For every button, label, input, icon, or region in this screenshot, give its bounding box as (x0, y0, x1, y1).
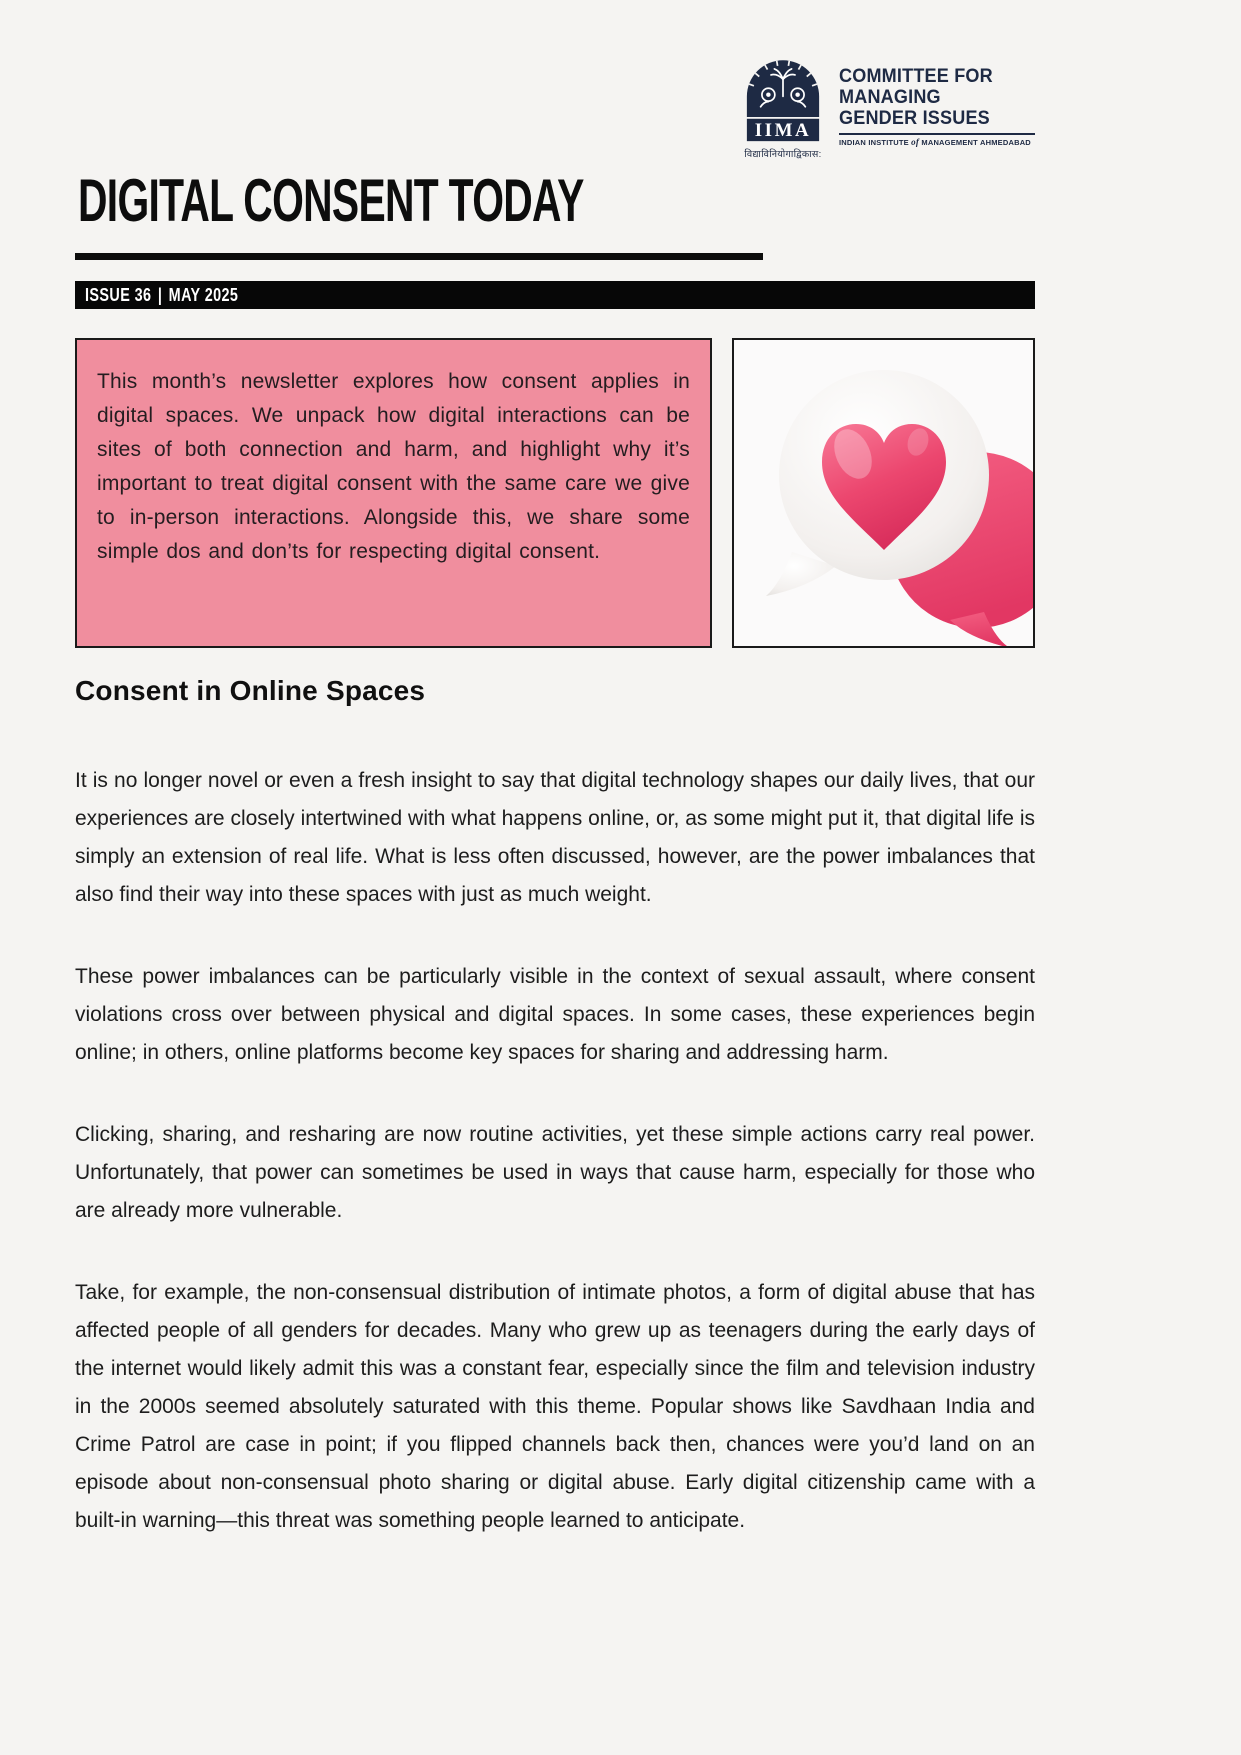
iima-acronym: IIMA (754, 119, 812, 141)
hero-image-frame (732, 338, 1035, 648)
heart-speech-bubble-image (734, 340, 1033, 646)
committee-title-block (839, 56, 1035, 147)
article-paragraph-4: Take, for example, the non-consensual distribution of intimate photos, a form of digital abuse that has affected people of all genders for decades. Many who grew up as teenagers during the early days of the internet would likely admit this was a constant fear, especially since the film and television industry in the 2000s seemed absolutely saturated with this theme. Popular shows like Savdhaan India and Crime Patrol are case in point; if you flipped channels back then, chances were you’d land on an episode about non-consensual photo sharing or digital abuse. Early digital citizenship came with a built-in warning—this threat was something people learned to anticipate. (75, 1281, 1035, 1532)
title-underline (75, 253, 763, 260)
intro-row (75, 338, 1035, 648)
issue-date-text (85, 285, 238, 306)
issue-bar (75, 281, 1035, 309)
article-paragraph-3: Clicking, sharing, and resharing are now routine activities, yet these simple actions carry real power. Unfortunately, that power can sometimes be used in ways that cause harm, especially for those who are already more vulnerable. (75, 1123, 1035, 1222)
institute-prefix: INDIAN INSTITUTE (839, 138, 909, 147)
issue-date: MAY 2025 (168, 284, 239, 305)
issue-number: ISSUE 36 (85, 284, 152, 305)
intro-highlight-box (75, 338, 712, 648)
issue-separator: | (157, 284, 163, 305)
institute-of: of (911, 137, 920, 147)
logo-block (75, 56, 1035, 160)
masthead (78, 167, 822, 234)
section-heading: Consent in Online Spaces (75, 675, 426, 706)
committee-line-1: COMMITTEE FOR (839, 66, 993, 87)
intro-paragraph: This month’s newsletter explores how consent applies in digital spaces. We unpack how digital interactions can be sites of both connection and harm, and highlight why it’s important to treat digital consent with the same care we give to in-person interactions. Alongside this, we share some simple dos and don’ts for respecting digital consent. (97, 370, 690, 563)
article-paragraph-1: It is no longer novel or even a fresh insight to say that digital technology shapes our daily lives, that our experiences are closely intertwined with what happens online, or, as some might put it, that digital life is simply an extension of real life. What is less often discussed, however, are the power imbalances that also find their way into these spaces with just as much weight. (75, 769, 1035, 906)
article-paragraph-2: These power imbalances can be particularly visible in the context of sexual assault, where consent violations cross over between physical and digital spaces. In some cases, these experiences begin online; in others, online platforms become key spaces for sharing and addressing harm. (75, 965, 1035, 1064)
iima-arch-icon (740, 56, 826, 142)
institute-line (839, 133, 1035, 147)
iima-motto: विद्याविनियोगाद्विकास: (744, 149, 822, 160)
institute-suffix: MANAGEMENT AHMEDABAD (921, 138, 1031, 147)
committee-line-2: MANAGING (839, 87, 941, 108)
newsletter-title: DIGITAL CONSENT TODAY (78, 167, 584, 234)
committee-line-3: GENDER ISSUES (839, 108, 990, 129)
iima-logo (739, 56, 827, 160)
article-body (75, 676, 1035, 1540)
